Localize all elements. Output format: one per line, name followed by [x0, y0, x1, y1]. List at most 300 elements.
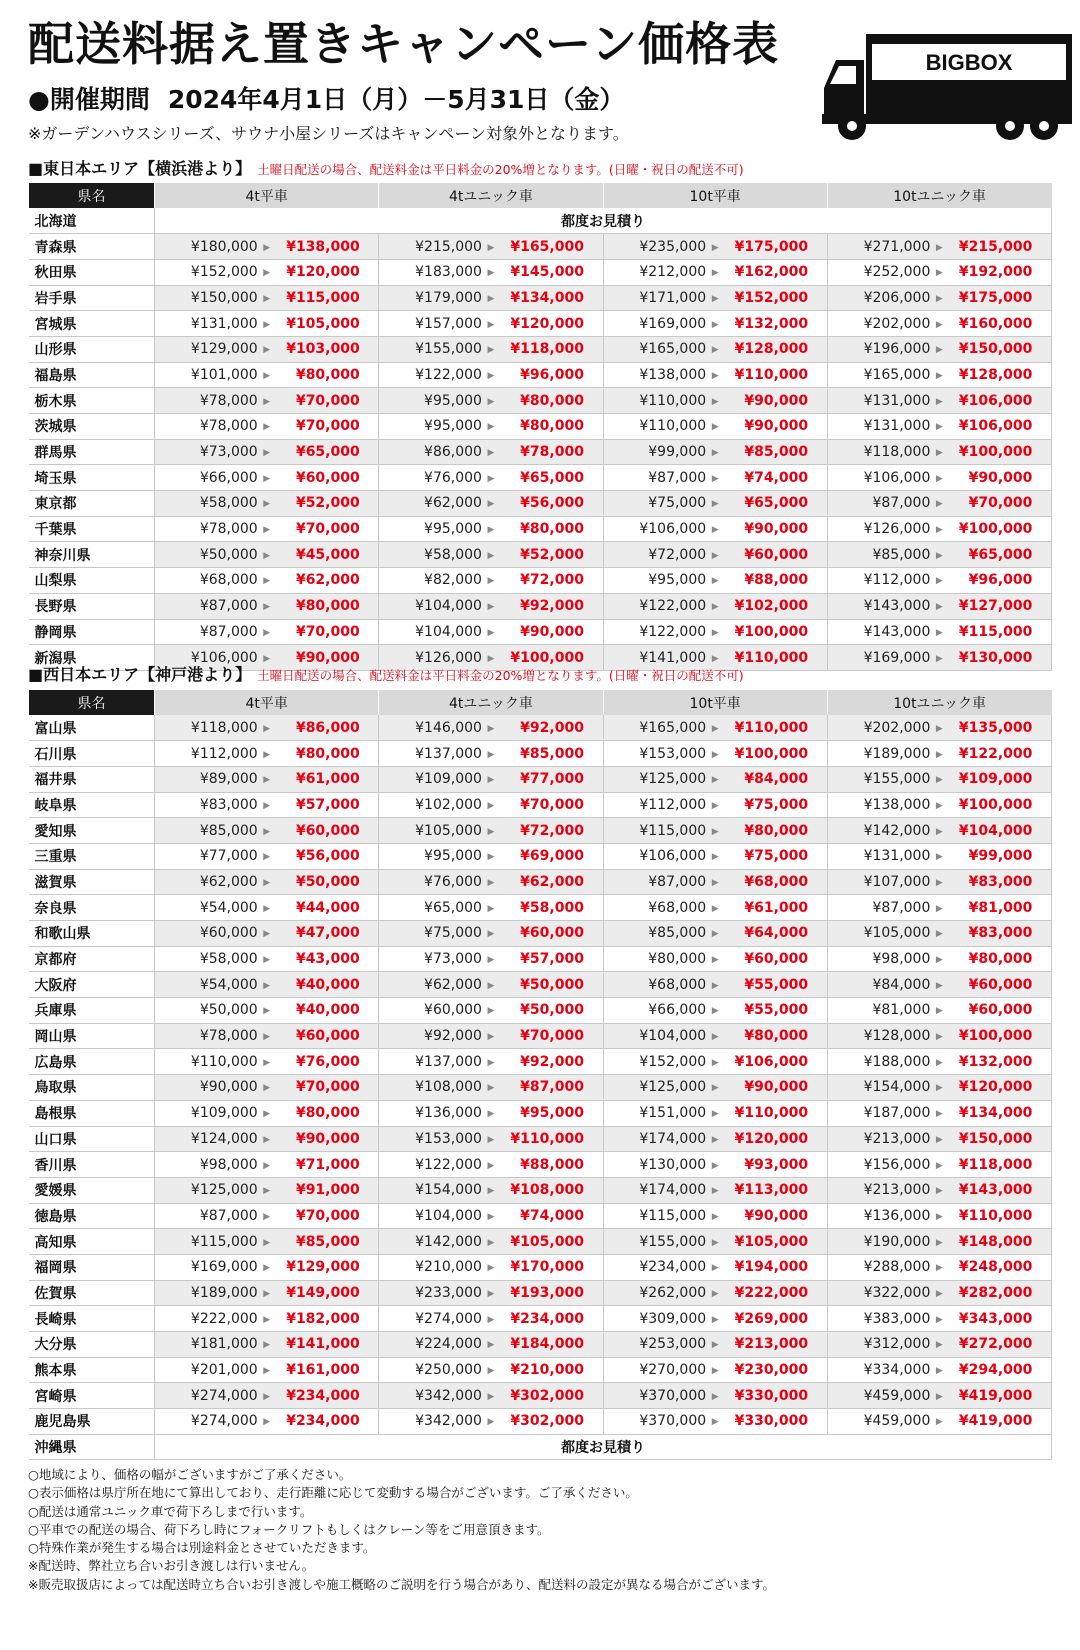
arrow-icon: ▶ [263, 1109, 271, 1120]
campaign-price: ¥165,000 [510, 238, 584, 255]
regular-price: ¥153,000 [639, 745, 707, 762]
arrow-icon: ▶ [711, 627, 719, 638]
regular-price: ¥252,000 [863, 264, 931, 281]
campaign-price: ¥60,000 [295, 822, 360, 839]
arrow-icon: ▶ [711, 1006, 719, 1017]
arrow-icon: ▶ [263, 1288, 271, 1299]
price-cell [827, 516, 1051, 542]
estimate-text: 都度お見積り [155, 208, 1052, 234]
campaign-price: ¥234,000 [286, 1387, 360, 1404]
campaign-price: ¥182,000 [286, 1310, 360, 1327]
arrow-icon: ▶ [935, 1366, 943, 1377]
prefecture-name: 茨城県 [29, 414, 155, 440]
regular-price: ¥58,000 [199, 951, 258, 968]
campaign-price: ¥120,000 [286, 264, 360, 281]
regular-price: ¥128,000 [863, 1028, 931, 1045]
price-cell [827, 1383, 1051, 1409]
arrow-icon: ▶ [263, 293, 271, 304]
regular-price: ¥89,000 [199, 771, 258, 788]
campaign-price: ¥86,000 [295, 719, 360, 736]
regular-price: ¥104,000 [415, 598, 482, 615]
arrow-icon: ▶ [263, 396, 271, 407]
price-cell [155, 1100, 379, 1126]
price-cell [379, 1203, 603, 1229]
arrow-icon: ▶ [711, 852, 719, 863]
campaign-price: ¥143,000 [958, 1182, 1033, 1199]
campaign-price: ¥282,000 [958, 1284, 1033, 1301]
arrow-icon: ▶ [711, 955, 719, 966]
price-cell [603, 1254, 827, 1280]
price-cell [827, 843, 1051, 869]
table-row [29, 1100, 1052, 1126]
arrow-icon: ▶ [935, 293, 943, 304]
regular-price: ¥157,000 [415, 315, 482, 332]
price-cell [155, 818, 379, 844]
arrow-icon: ▶ [263, 903, 271, 914]
campaign-price: ¥162,000 [734, 264, 809, 281]
arrow-icon: ▶ [487, 877, 495, 888]
regular-price: ¥108,000 [415, 1079, 482, 1096]
arrow-icon: ▶ [263, 422, 271, 433]
arrow-icon: ▶ [711, 319, 719, 330]
table-row [29, 792, 1052, 818]
campaign-price: ¥68,000 [744, 873, 809, 890]
campaign-price: ¥90,000 [744, 1207, 809, 1224]
arrow-icon: ▶ [487, 775, 495, 786]
regular-price: ¥155,000 [415, 341, 482, 358]
regular-price: ¥87,000 [199, 598, 258, 615]
price-cell [155, 491, 379, 517]
table-row [29, 1049, 1052, 1075]
campaign-price: ¥192,000 [958, 264, 1033, 281]
campaign-price: ¥70,000 [295, 623, 360, 640]
campaign-price: ¥127,000 [958, 598, 1033, 615]
price-cell [155, 362, 379, 388]
arrow-icon: ▶ [711, 980, 719, 991]
regular-price: ¥125,000 [639, 1079, 707, 1096]
regular-price: ¥66,000 [199, 469, 258, 486]
arrow-icon: ▶ [487, 550, 495, 561]
campaign-price: ¥419,000 [958, 1413, 1033, 1430]
price-cell [155, 843, 379, 869]
arrow-icon: ▶ [711, 525, 719, 536]
price-cell [603, 259, 827, 285]
price-cell [603, 1409, 827, 1435]
arrow-icon: ▶ [263, 929, 271, 940]
price-cell [155, 1152, 379, 1178]
regular-price: ¥109,000 [415, 771, 482, 788]
price-cell [379, 1383, 603, 1409]
price-cell [379, 1229, 603, 1255]
campaign-price: ¥65,000 [520, 469, 584, 486]
price-cell [155, 1049, 379, 1075]
arrow-icon: ▶ [935, 1083, 943, 1094]
regular-price: ¥274,000 [190, 1413, 258, 1430]
regular-price: ¥233,000 [415, 1284, 482, 1301]
regular-price: ¥122,000 [639, 598, 707, 615]
arrow-icon: ▶ [935, 749, 943, 760]
campaign-price: ¥74,000 [520, 1207, 584, 1224]
price-cell [827, 741, 1051, 767]
campaign-price: ¥92,000 [520, 719, 584, 736]
price-cell [603, 972, 827, 998]
campaign-price: ¥110,000 [734, 1105, 809, 1122]
price-cell [379, 1306, 603, 1332]
regular-price: ¥77,000 [199, 848, 258, 865]
campaign-price: ¥302,000 [510, 1413, 584, 1430]
campaign-price: ¥85,000 [520, 745, 584, 762]
west-price-table [28, 690, 1052, 1460]
campaign-price: ¥128,000 [734, 341, 809, 358]
table-row [29, 234, 1052, 260]
campaign-price: ¥85,000 [744, 444, 809, 461]
regular-price: ¥312,000 [863, 1336, 931, 1353]
arrow-icon: ▶ [263, 576, 271, 587]
campaign-price: ¥90,000 [744, 392, 809, 409]
arrow-icon: ▶ [711, 550, 719, 561]
campaign-price: ¥96,000 [520, 366, 584, 383]
arrow-icon: ▶ [935, 1417, 943, 1428]
price-cell [155, 741, 379, 767]
east-price-table [28, 183, 1052, 671]
campaign-price: ¥80,000 [968, 951, 1033, 968]
price-cell [379, 593, 603, 619]
campaign-price: ¥92,000 [520, 1053, 584, 1070]
arrow-icon: ▶ [487, 293, 495, 304]
regular-price: ¥87,000 [872, 899, 931, 916]
regular-price: ¥106,000 [190, 649, 258, 666]
price-cell [603, 1383, 827, 1409]
arrow-icon: ▶ [935, 1263, 943, 1274]
campaign-price: ¥90,000 [295, 1130, 360, 1147]
price-cell [379, 1177, 603, 1203]
price-cell [379, 362, 603, 388]
price-cell [827, 895, 1051, 921]
price-cell [603, 1152, 827, 1178]
campaign-price: ¥47,000 [295, 925, 360, 942]
price-cell [827, 1203, 1051, 1229]
price-cell [603, 593, 827, 619]
table-row [29, 362, 1052, 388]
arrow-icon: ▶ [935, 775, 943, 786]
price-cell [603, 1357, 827, 1383]
campaign-price: ¥61,000 [295, 771, 360, 788]
arrow-icon: ▶ [487, 319, 495, 330]
regular-price: ¥288,000 [863, 1259, 931, 1276]
arrow-icon: ▶ [263, 775, 271, 786]
table-row [29, 259, 1052, 285]
regular-price: ¥106,000 [639, 521, 707, 538]
campaign-price: ¥83,000 [968, 873, 1033, 890]
regular-price: ¥60,000 [424, 1002, 482, 1019]
table-row [29, 465, 1052, 491]
campaign-price: ¥132,000 [958, 1053, 1033, 1070]
campaign-price: ¥272,000 [958, 1336, 1033, 1353]
price-cell [155, 568, 379, 594]
table-row [29, 311, 1052, 337]
price-cell [827, 818, 1051, 844]
arrow-icon: ▶ [487, 370, 495, 381]
arrow-icon: ▶ [263, 1057, 271, 1068]
campaign-price: ¥128,000 [958, 366, 1033, 383]
regular-price: ¥165,000 [639, 341, 707, 358]
price-cell [827, 1023, 1051, 1049]
table-row [29, 568, 1052, 594]
price-cell [155, 311, 379, 337]
table-row [29, 843, 1052, 869]
arrow-icon: ▶ [935, 1314, 943, 1325]
price-cell [379, 234, 603, 260]
arrow-icon: ▶ [935, 826, 943, 837]
table-row [29, 285, 1052, 311]
campaign-price: ¥99,000 [968, 848, 1033, 865]
regular-price: ¥101,000 [190, 366, 258, 383]
table-row [29, 1203, 1052, 1229]
table-row [29, 895, 1052, 921]
arrow-icon: ▶ [711, 723, 719, 734]
price-cell [155, 1177, 379, 1203]
table-row [29, 491, 1052, 517]
campaign-price: ¥302,000 [510, 1387, 584, 1404]
price-cell [379, 285, 603, 311]
price-cell [603, 895, 827, 921]
arrow-icon: ▶ [935, 319, 943, 330]
price-cell [603, 1049, 827, 1075]
price-cell [827, 259, 1051, 285]
campaign-price: ¥96,000 [968, 572, 1033, 589]
arrow-icon: ▶ [711, 242, 719, 253]
table-row [29, 1409, 1052, 1435]
campaign-price: ¥57,000 [520, 951, 584, 968]
campaign-price: ¥58,000 [520, 899, 584, 916]
campaign-price: ¥105,000 [510, 1233, 584, 1250]
regular-price: ¥85,000 [648, 925, 707, 942]
campaign-price: ¥65,000 [744, 495, 809, 512]
regular-price: ¥75,000 [648, 495, 707, 512]
campaign-price: ¥90,000 [968, 469, 1033, 486]
regular-price: ¥87,000 [648, 469, 707, 486]
prefecture-name: 千葉県 [29, 516, 155, 542]
arrow-icon: ▶ [935, 653, 943, 664]
campaign-price: ¥88,000 [744, 572, 809, 589]
arrow-icon: ▶ [263, 800, 271, 811]
campaign-price: ¥109,000 [958, 771, 1033, 788]
campaign-price: ¥72,000 [520, 822, 584, 839]
price-cell [827, 1075, 1051, 1101]
prefecture-name: 青森県 [29, 234, 155, 260]
arrow-icon: ▶ [487, 1083, 495, 1094]
price-cell [155, 1280, 379, 1306]
prefecture-name: 奈良県 [29, 895, 155, 921]
table-row [29, 1152, 1052, 1178]
estimate-row [29, 208, 1052, 234]
arrow-icon: ▶ [711, 1417, 719, 1428]
price-cell [603, 946, 827, 972]
price-cell [379, 715, 603, 741]
arrow-icon: ▶ [935, 576, 943, 587]
price-cell [379, 1280, 603, 1306]
regular-price: ¥153,000 [415, 1130, 482, 1147]
campaign-price: ¥294,000 [958, 1362, 1033, 1379]
arrow-icon: ▶ [263, 550, 271, 561]
regular-price: ¥180,000 [190, 238, 258, 255]
price-cell [379, 1023, 603, 1049]
campaign-price: ¥160,000 [958, 315, 1033, 332]
regular-price: ¥169,000 [190, 1259, 258, 1276]
regular-price: ¥253,000 [639, 1336, 707, 1353]
price-cell [155, 1229, 379, 1255]
prefecture-name: 大分県 [29, 1332, 155, 1358]
column-header: 県名 [29, 183, 155, 208]
price-cell [827, 766, 1051, 792]
regular-price: ¥98,000 [872, 951, 931, 968]
price-cell [603, 465, 827, 491]
campaign-price: ¥62,000 [295, 572, 360, 589]
price-cell [603, 766, 827, 792]
regular-price: ¥213,000 [863, 1130, 931, 1147]
campaign-price: ¥234,000 [510, 1310, 584, 1327]
regular-price: ¥137,000 [415, 1053, 482, 1070]
price-cell [379, 921, 603, 947]
regular-price: ¥142,000 [863, 822, 931, 839]
arrow-icon: ▶ [935, 242, 943, 253]
price-cell [379, 998, 603, 1024]
price-cell [155, 285, 379, 311]
price-cell [155, 1306, 379, 1332]
price-cell [827, 1306, 1051, 1332]
campaign-price: ¥88,000 [520, 1156, 584, 1173]
prefecture-name: 神奈川県 [29, 542, 155, 568]
campaign-price: ¥80,000 [295, 745, 360, 762]
campaign-price: ¥110,000 [510, 1130, 584, 1147]
price-cell [603, 921, 827, 947]
price-cell [379, 792, 603, 818]
price-cell [603, 439, 827, 465]
estimate-text: 都度お見積り [155, 1434, 1052, 1460]
column-header: 10t平車 [603, 690, 827, 715]
arrow-icon: ▶ [263, 1006, 271, 1017]
campaign-price: ¥80,000 [520, 392, 584, 409]
table-row [29, 1177, 1052, 1203]
price-cell [603, 715, 827, 741]
campaign-price: ¥61,000 [744, 899, 809, 916]
campaign-price: ¥175,000 [734, 238, 809, 255]
regular-price: ¥86,000 [424, 444, 482, 461]
campaign-price: ¥130,000 [958, 649, 1033, 666]
prefecture-name: 山梨県 [29, 568, 155, 594]
campaign-price: ¥110,000 [734, 366, 809, 383]
column-header: 4tユニック車 [379, 183, 603, 208]
campaign-price: ¥52,000 [295, 495, 360, 512]
campaign-price: ¥134,000 [958, 1105, 1033, 1122]
campaign-price: ¥138,000 [286, 238, 360, 255]
regular-price: ¥201,000 [190, 1362, 258, 1379]
arrow-icon: ▶ [487, 1366, 495, 1377]
prefecture-name: 岡山県 [29, 1023, 155, 1049]
price-cell [827, 285, 1051, 311]
campaign-price: ¥93,000 [744, 1156, 809, 1173]
table-row [29, 1383, 1052, 1409]
price-cell [827, 311, 1051, 337]
prefecture-name: 熊本県 [29, 1357, 155, 1383]
arrow-icon: ▶ [263, 826, 271, 837]
regular-price: ¥131,000 [863, 392, 931, 409]
arrow-icon: ▶ [263, 749, 271, 760]
column-header: 10tユニック車 [827, 690, 1051, 715]
price-cell [603, 516, 827, 542]
arrow-icon: ▶ [487, 800, 495, 811]
price-cell [379, 1075, 603, 1101]
price-cell [379, 414, 603, 440]
arrow-icon: ▶ [711, 293, 719, 304]
campaign-price: ¥175,000 [958, 289, 1033, 306]
regular-price: ¥126,000 [415, 649, 482, 666]
price-cell [379, 972, 603, 998]
prefecture-name: 福島県 [29, 362, 155, 388]
campaign-price: ¥70,000 [520, 796, 584, 813]
prefecture-name: 沖縄県 [29, 1434, 155, 1460]
campaign-price: ¥78,000 [520, 444, 584, 461]
regular-price: ¥274,000 [415, 1310, 482, 1327]
price-cell [155, 1203, 379, 1229]
arrow-icon: ▶ [487, 499, 495, 510]
arrow-icon: ▶ [711, 499, 719, 510]
regular-price: ¥210,000 [415, 1259, 482, 1276]
regular-price: ¥459,000 [863, 1413, 931, 1430]
campaign-price: ¥40,000 [295, 1002, 360, 1019]
regular-price: ¥73,000 [199, 444, 258, 461]
arrow-icon: ▶ [487, 627, 495, 638]
regular-price: ¥107,000 [863, 873, 931, 890]
arrow-icon: ▶ [935, 525, 943, 536]
arrow-icon: ▶ [263, 1160, 271, 1171]
table-row [29, 1306, 1052, 1332]
arrow-icon: ▶ [711, 268, 719, 279]
prefecture-name: 秋田県 [29, 259, 155, 285]
price-cell [379, 516, 603, 542]
arrow-icon: ▶ [711, 1340, 719, 1351]
arrow-icon: ▶ [935, 723, 943, 734]
campaign-price: ¥76,000 [295, 1053, 360, 1070]
regular-price: ¥143,000 [863, 598, 931, 615]
footnote: ○平車での配送の場合、荷下ろし時にフォークリフトもしくはクレーン等をご用意頂きます。 [28, 1521, 550, 1537]
regular-price: ¥334,000 [863, 1362, 931, 1379]
arrow-icon: ▶ [935, 422, 943, 433]
arrow-icon: ▶ [935, 800, 943, 811]
price-cell [603, 542, 827, 568]
table-row [29, 946, 1052, 972]
price-cell [155, 465, 379, 491]
price-cell [155, 1075, 379, 1101]
arrow-icon: ▶ [487, 1391, 495, 1402]
campaign-price: ¥100,000 [958, 1028, 1033, 1045]
regular-price: ¥95,000 [424, 521, 482, 538]
campaign-price: ¥161,000 [286, 1362, 360, 1379]
regular-price: ¥110,000 [639, 418, 707, 435]
footnotes [28, 1466, 775, 1594]
price-cell [155, 869, 379, 895]
price-cell [603, 1229, 827, 1255]
price-cell [603, 1075, 827, 1101]
campaign-price: ¥115,000 [958, 623, 1033, 640]
prefecture-name: 群馬県 [29, 439, 155, 465]
campaign-price: ¥40,000 [295, 976, 360, 993]
regular-price: ¥169,000 [639, 315, 707, 332]
campaign-price: ¥145,000 [510, 264, 584, 281]
arrow-icon: ▶ [263, 1314, 271, 1325]
prefecture-name: 高知県 [29, 1229, 155, 1255]
arrow-icon: ▶ [487, 1211, 495, 1222]
